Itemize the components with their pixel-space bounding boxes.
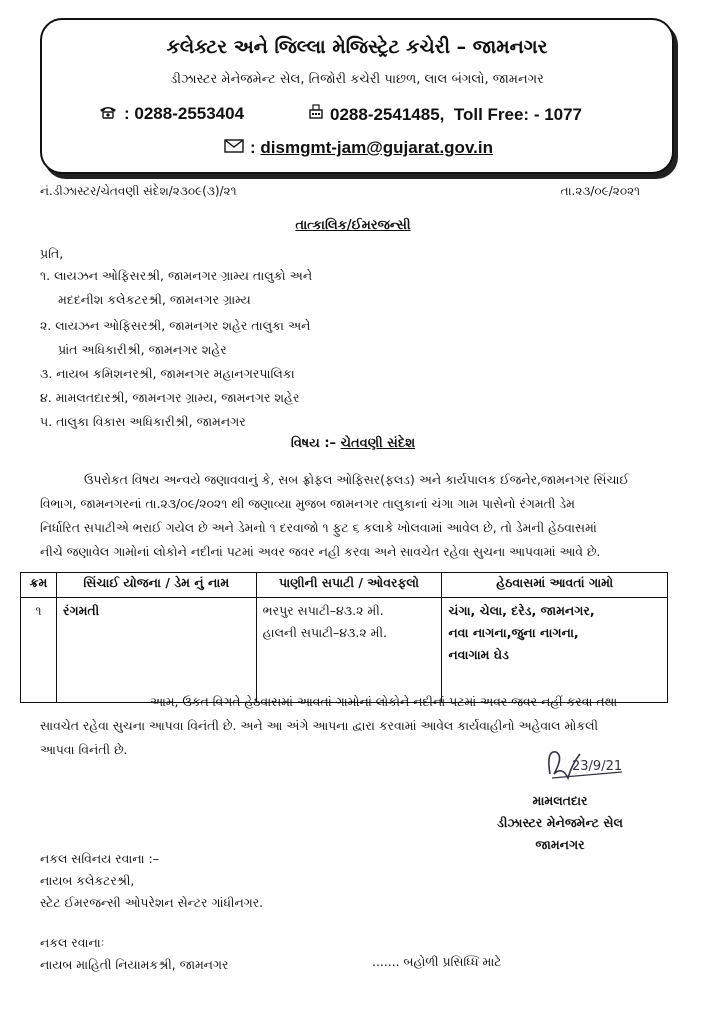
reference-number: નં.ડીઝાસ્ટર/ચેતવણી સંદેશ/૨૩૦૯(૩)/૨૧ <box>40 184 237 198</box>
phone-number: : 0288-2553404 <box>124 104 245 123</box>
copy-label: નકલ સવિનય રવાના :– <box>40 851 159 866</box>
subject-line <box>0 436 706 451</box>
office-title: કલેક્ટર અને જિલ્લા મેજિસ્ટ્રેટ કચેરી – જામનગર <box>166 36 548 58</box>
copy-label: નકલ રવાનાઃ <box>40 935 105 950</box>
closing-line: સાવચેત રહેવા સુચના આપવા વિનંતી છે. અને આ અંગે આપના દ્વારા કરવામાં આવેલ કાર્યવાહીનો અહેવાલ મોકલી <box>40 718 598 733</box>
urgency-heading: તાત્કાલિક/ઈમરજન્સી <box>295 218 411 233</box>
envelope-icon <box>224 138 244 158</box>
signatory-office: ડીઝાસ્ટર મેનેજમેન્ટ સેલ <box>497 815 623 830</box>
villages-line: નવા નાગના,જુના નાગના, <box>448 625 579 640</box>
column-header: સિંચાઈ યોજના / ડેમ નું નામ <box>56 573 256 598</box>
closing-line: આપવા વિનંતી છે. <box>40 742 128 757</box>
villages-cell <box>442 598 668 703</box>
email-prefix: : <box>250 138 256 157</box>
recipient-line: ૨. લાયઝન ઓફિસરશ્રી, જામનગર શહેર તાલુકા અને <box>40 318 311 333</box>
recipient-line: ૪. મામલતદારશ્રી, જામનગર ગ્રામ્ય, જામનગર શહેર <box>40 390 300 405</box>
water-level-cell <box>256 598 442 703</box>
recipient-line: ૩. નાયબ કમિશનરશ્રી, જામનગર મહાનગરપાલિકા <box>40 366 295 381</box>
signatory-title: મામલતદાર <box>532 793 588 808</box>
recipient-line: પ્રાંત અધિકારીશ્રી, જામનગર શહેર <box>58 342 227 357</box>
office-address: ડીઝાસ્ટર મેનેજમેન્ટ સેલ, તિજોરી કચેરી પાછળ, લાલ બંગલો, જામનગર <box>170 72 544 87</box>
column-header: હેઠવાસમાં આવતાં ગામો <box>442 573 668 598</box>
copy-note: ....... બહોળી પ્રસિધ્ધિ માટે <box>372 954 502 969</box>
subject-text: ચેતવણી સંદેશ <box>340 436 416 451</box>
telephone-icon <box>98 104 118 124</box>
table-row <box>21 598 668 703</box>
full-level: ભરપુર સપાટી–૪૩.૨ મી. <box>262 603 384 618</box>
toll-free-number: Toll Free: - 1077 <box>453 105 583 124</box>
serial-cell: ૧ <box>21 598 57 703</box>
recipient-line: ૧. લાયઝન ઓફિસરશ્રી, જામનગર ગ્રામ્ય તાલુકો અને <box>40 268 313 283</box>
column-header: પાણીની સપાટી / ઓવરફલો <box>256 573 442 598</box>
body-line: નીચે જણાવેલ ગામોનાં લોકોને નદીનાં પટમાં અવર જવર નહી કરવા અને સાવચેત રહેવા સુચના આપવામાં આવે છે. <box>40 544 601 559</box>
body-line: ઉપરોકત વિષય અન્વયે જણાવવાનું કે, સબ ફ્રોફલ ઓફિસર(ફલડ) અને કાર્યપાલક ઈજનેર,જામનગર સિંચાઈ <box>84 472 629 487</box>
to-label: પ્રતિ, <box>40 246 64 261</box>
copy-recipient: નાયબ કલેકટરશ્રી, <box>40 873 135 888</box>
letterhead-box <box>40 18 674 174</box>
email-line <box>224 138 493 158</box>
copy-recipient: સ્ટેટ ઈમરજન્સી ઓપરેશન સેન્ટર ગાંધીનગર. <box>40 895 264 910</box>
signature-date: 23/9/21 <box>572 759 623 774</box>
signatory-block <box>470 790 650 856</box>
villages-line: ચંગા, ચેલા, દરેડ, જામનગર, <box>448 603 595 618</box>
email-address[interactable]: dismgmt-jam@gujarat.gov.in <box>260 138 493 157</box>
phone-line <box>98 104 244 124</box>
recipient-line: ૫. તાલુકા વિકાસ અધિકારીશ્રી, જામનગર <box>40 414 246 429</box>
fax-line <box>308 104 582 125</box>
dam-table <box>20 572 668 703</box>
fax-number: 0288-2541485, <box>330 105 445 124</box>
dam-name-cell: રંગમતી <box>56 598 256 703</box>
letter-date: તા.૨૩/૦૯/૨૦૨૧ <box>560 184 640 198</box>
copy-recipient: નાયબ માહિતી નિયામકશ્રી, જામનગર <box>40 957 229 972</box>
table-header-row <box>21 573 668 598</box>
recipient-line: મદદનીશ કલેકટરશ્રી, જામનગર ગ્રામ્ય <box>58 292 251 307</box>
column-header: ક્રમ <box>21 573 57 598</box>
signatory-place: જામનગર <box>535 837 585 852</box>
current-level: હાલની સપાટી–૪૩.૨ મી. <box>262 625 388 640</box>
closing-line: આમ, ઉકત વિગતે હેઠવાસમાં આવતાં ગામોનાં લોકોને નદીનાં પટમાં અવર જવર નહીં કરવા તથા <box>150 694 618 709</box>
fax-icon <box>308 104 324 125</box>
body-line: વિભાગ, જામનગરનાં તા.૨૩/૦૯/૨૦૨૧ થી જણાવ્યા મુજબ જામનગર તાલુકાનાં ચંગા ગામ પાસેનો રંગમતી ડેમ <box>40 496 575 511</box>
body-line: નિર્ધારિત સપાટીએ ભરાઈ ગયેલ છે અને ડેમનો ૧ દરવાજો ૧ ફુટ ૬ કલાકે ખોલવામાં આવેલ છે, તો ડેમની હેઠવાસમાં <box>40 520 597 535</box>
villages-line: નવાગામ ઘેડ <box>448 647 509 662</box>
subject-label: વિષય :– <box>290 436 337 451</box>
